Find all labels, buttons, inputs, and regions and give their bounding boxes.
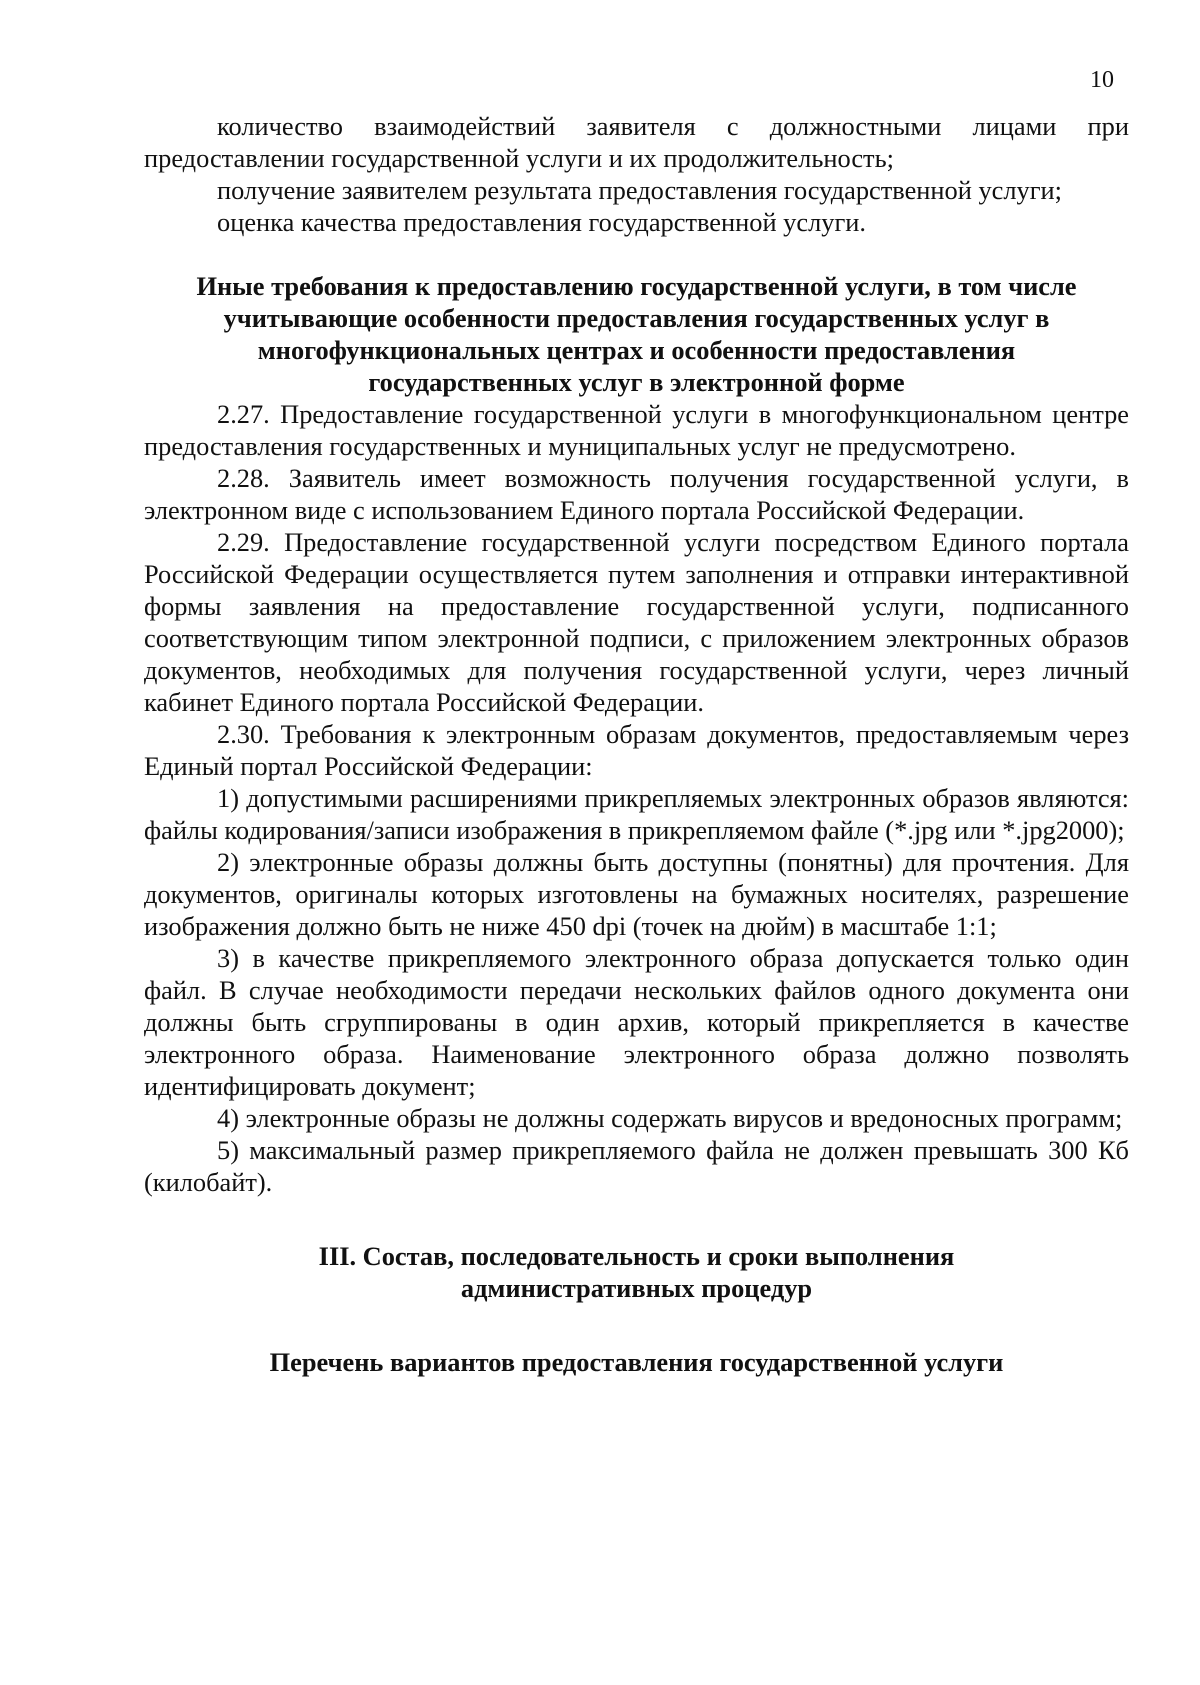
paragraph-2-30: 2.30. Требования к электронным образам документов, предоставляемым через Единый портал Российской Федерации: (144, 719, 1129, 781)
document-content (144, 110, 1129, 1378)
section-heading-line: Иные требования к предоставлению государственной услуги, в том числе (196, 271, 1077, 301)
section-heading-other-requirements (144, 270, 1129, 398)
paragraph-interactions: количество взаимодействий заявителя с должностными лицами при предоставлении государственной услуги и их продолжительность; (144, 111, 1129, 173)
paragraph-2-27: 2.27. Предоставление государственной услуги в многофункциональном центре предоставления государственных и муниципальных услуг не предусмотрено. (144, 399, 1129, 461)
paragraph-result-receipt: получение заявителем результата предоставления государственной услуги; (217, 175, 1063, 205)
page-number: 10 (1090, 67, 1114, 93)
paragraph-2-28: 2.28. Заявитель имеет возможность получения государственной услуги, в электронном виде с использованием Единого портала Российской Федерации. (144, 463, 1129, 525)
list-item-4: 4) электронные образы не должны содержать вирусов и вредоносных программ; (217, 1103, 1123, 1133)
section-heading-line: многофункциональных центрах и особенности предоставления (257, 335, 1016, 365)
part-heading-line: III. Состав, последовательность и сроки выполнения (318, 1241, 955, 1271)
part-heading-iii (144, 1240, 1129, 1304)
part-heading-line: административных процедур (460, 1273, 813, 1303)
list-item-1: 1) допустимыми расширениями прикрепляемых электронных образов являются: файлы кодирования/записи изображения в прикрепляемом файле (*.jpg или *.jpg2000); (144, 783, 1129, 845)
section-heading-line: государственных услуг в электронной форме (368, 367, 905, 397)
list-item-3: 3) в качестве прикрепляемого электронного образа допускается только один файл. В случае необходимости передачи нескольких файлов одного документа они должны быть сгруппированы в один архив, который прикрепляется в качестве электронного образа. Наименование электронного образа должно позволять идентифицировать документ; (144, 943, 1129, 1101)
subsection-heading-variants: Перечень вариантов предоставления государственной услуги (269, 1347, 1004, 1377)
list-item-5: 5) максимальный размер прикрепляемого файла не должен превышать 300 Кб (килобайт). (144, 1135, 1129, 1197)
paragraph-2-29: 2.29. Предоставление государственной услуги посредством Единого портала Российской Федерации осуществляется путем заполнения и отправки интерактивной формы заявления на предоставление государственной услуги, подписанного соответствующим типом электронной подписи, с приложением электронных образов документов, необходимых для получения государственной услуги, через личный кабинет Единого портала Российской Федерации. (144, 527, 1129, 717)
paragraph-quality-assessment: оценка качества предоставления государственной услуги. (217, 207, 867, 237)
section-heading-line: учитывающие особенности предоставления государственных услуг в (223, 303, 1050, 333)
list-item-2: 2) электронные образы должны быть доступны (понятны) для прочтения. Для документов, оригиналы которых изготовлены на бумажных носителях, разрешение изображения должно быть не ниже 450 dpi (точек на дюйм) в масштабе 1:1; (144, 847, 1129, 941)
